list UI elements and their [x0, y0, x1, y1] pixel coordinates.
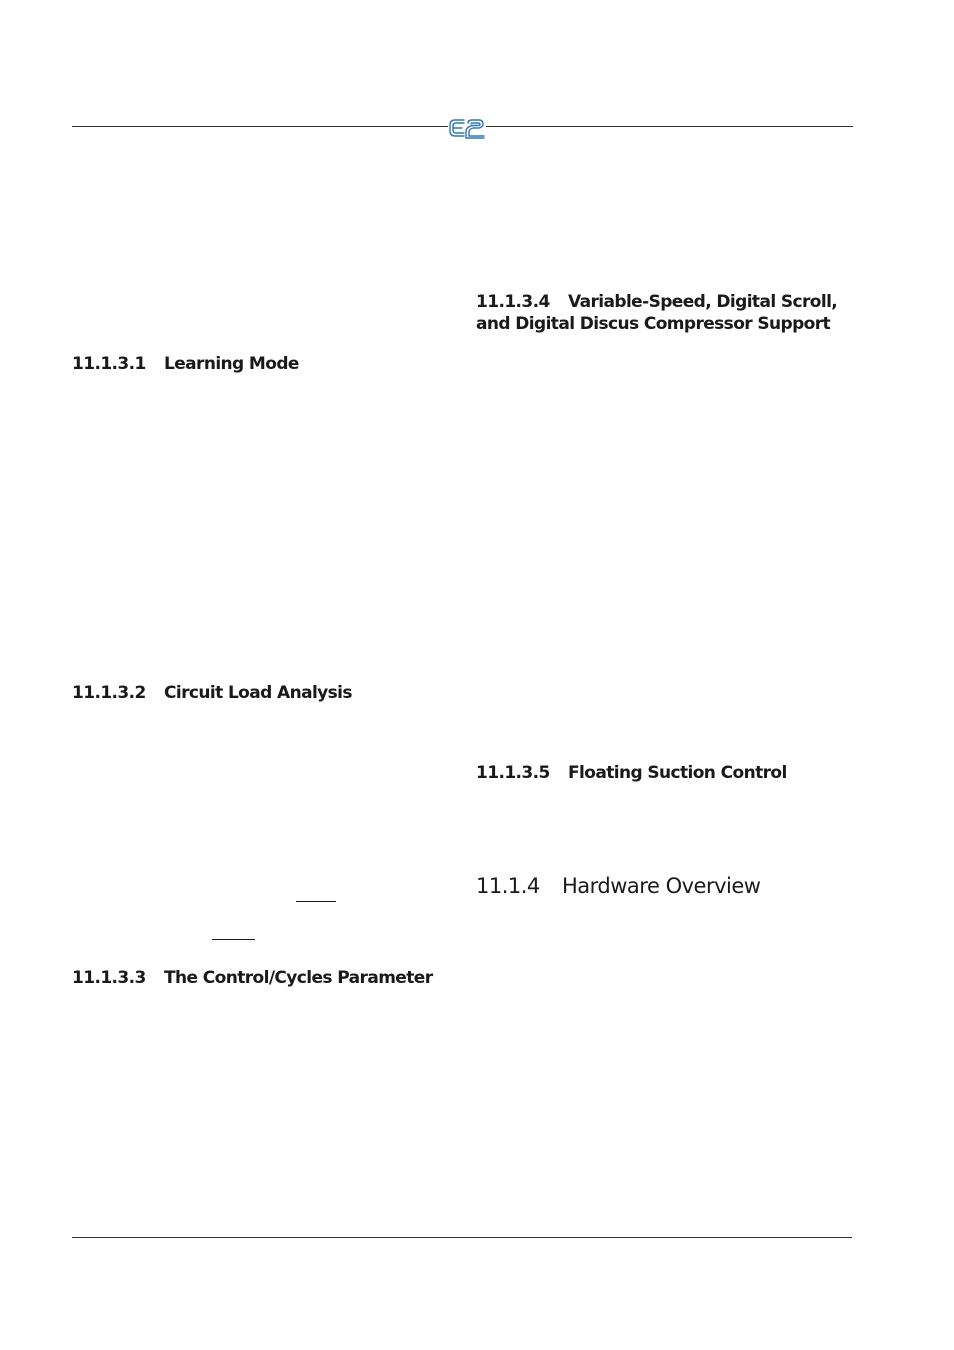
- text-underline-2: [212, 939, 255, 940]
- section-number: 11.1.3.3: [72, 968, 146, 988]
- section-heading-variable-speed: [476, 291, 837, 335]
- section-number: 11.1.3.4: [476, 292, 550, 312]
- section-title-line1: Variable-Speed, Digital Scroll,: [568, 292, 838, 312]
- section-number: 11.1.3.5: [476, 763, 550, 783]
- section-title: Floating Suction Control: [568, 763, 787, 783]
- e2-logo-icon: [448, 117, 486, 139]
- section-title-line2: and Digital Discus Compressor Support: [476, 314, 831, 334]
- section-heading-circuit-load-analysis: [72, 682, 352, 704]
- footer-rule: [72, 1237, 852, 1238]
- section-heading-floating-suction: [476, 762, 787, 784]
- section-heading-hardware-overview: [476, 873, 760, 899]
- header-rule-right: [486, 126, 853, 127]
- section-heading-control-cycles: [72, 967, 432, 989]
- section-title: Circuit Load Analysis: [164, 683, 352, 703]
- section-number: 11.1.3.1: [72, 354, 146, 374]
- section-number: 11.1.3.2: [72, 683, 146, 703]
- section-number: 11.1.4: [476, 874, 540, 898]
- section-title: Hardware Overview: [562, 874, 761, 898]
- section-heading-learning-mode: [72, 353, 299, 375]
- section-title: The Control/Cycles Parameter: [164, 968, 433, 988]
- header-rule-left: [72, 126, 448, 127]
- section-title: Learning Mode: [164, 354, 299, 374]
- text-underline-1: [296, 901, 336, 902]
